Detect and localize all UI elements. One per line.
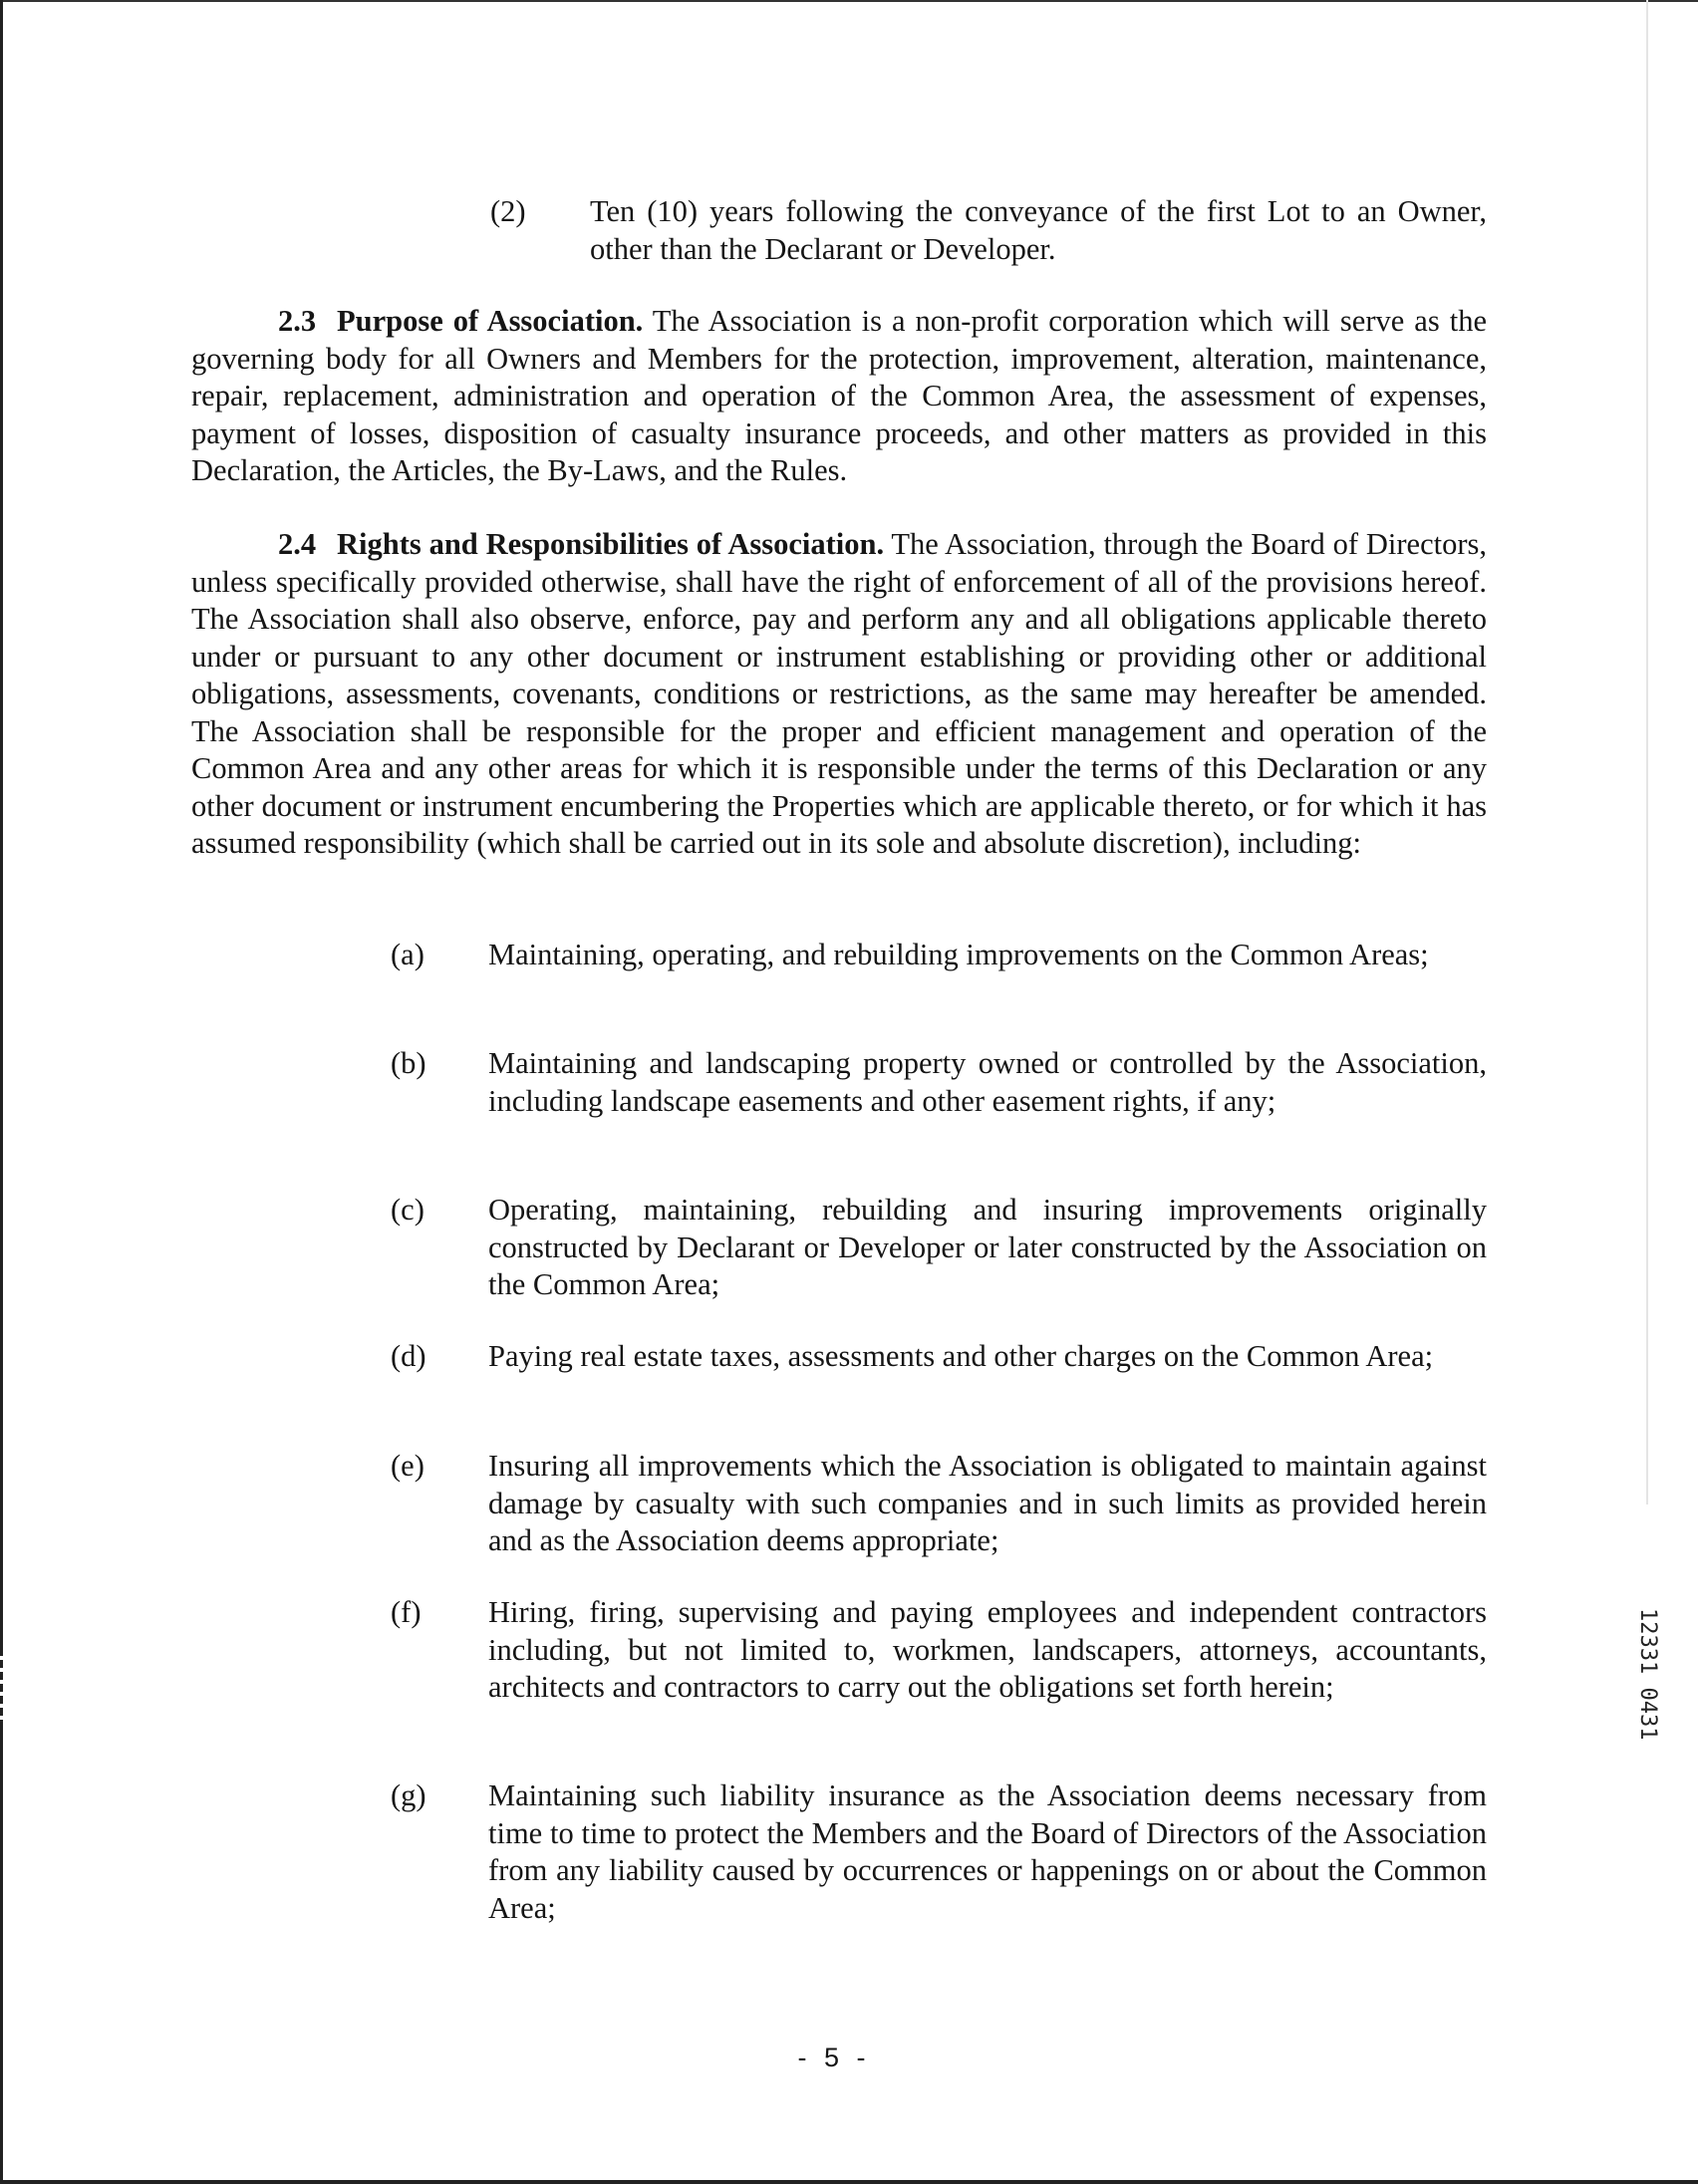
list-item-text: Hiring, firing, supervising and paying employees and independent contractors including, but not limited to, workmen, landscapers, attorneys, accountants, architects and contractors to carry out the obligations set forth herein; xyxy=(488,1595,1487,1704)
section-2-3-heading: Purpose of Association. xyxy=(337,304,644,338)
list-item xyxy=(391,1594,1487,1707)
list-item-label: (g) xyxy=(391,1778,426,1812)
page-number: - 5 - xyxy=(797,2043,871,2072)
list-item-label: (a) xyxy=(391,938,424,971)
list-item-text: Paying real estate taxes, assessments and other charges on the Common Area; xyxy=(488,1339,1434,1373)
list-item xyxy=(391,1448,1487,1560)
list-item xyxy=(391,1777,1487,1927)
list-item xyxy=(391,1045,1487,1120)
section-2-3-body: The Association is a non-profit corporation which will serve as the governing body for all Owners and Members for the protection, improvement, alteration, maintenance, repair, replacement, administration and operation of the Common Area, the assessment of expenses, payment of losses, disposition of casualty insurance proceeds, and other matters as provided in this Declaration, the Articles, the By-Laws, and the Rules. xyxy=(191,304,1488,487)
list-item-label: (e) xyxy=(391,1449,424,1483)
scan-edge-right xyxy=(1646,0,1648,1504)
list-item xyxy=(391,1192,1487,1304)
sub-item-2-label: (2) xyxy=(490,194,526,228)
section-2-4-body: The Association, through the Board of Directors, unless specifically provided otherwise, shall have the right of enforcement of all of the provisions hereof. The Association shall also observe, enforce, pay and perform any and all obligations applicable thereto under or pursuant to any other document or instrument establishing or providing other or additional obligations, assessments, covenants, conditions or restrictions, as the same may hereafter be amended. The Association shall be responsible for the proper and efficient management and operation of the Common Area and any other areas for which it is responsible under the terms of this Declaration or any other document or instrument encumbering the Properties which are applicable thereto, or for which it has assumed responsibility (which shall be carried out in its sole and absolute discretion), including: xyxy=(191,527,1487,860)
list-item-text: Maintaining, operating, and rebuilding improvements on the Common Areas; xyxy=(488,938,1429,971)
recording-stamp-text: 12331 0431 xyxy=(1635,1608,1660,1741)
scan-edge-left xyxy=(0,0,3,2184)
recording-stamp xyxy=(1636,1608,1658,1745)
list-item-label: (d) xyxy=(391,1339,426,1373)
scan-edge-top xyxy=(0,0,1698,2)
list-item-label: (b) xyxy=(391,1046,426,1080)
section-2-4 xyxy=(191,526,1487,863)
scan-edge-bottom xyxy=(0,2180,1698,2184)
list-item-text: Operating, maintaining, rebuilding and insuring improvements originally constructed by Declarant or Developer or later constructed by the Association on the Common Area; xyxy=(488,1193,1487,1301)
list-item-text: Maintaining and landscaping property owned or controlled by the Association, including landscape easements and other easement rights, if any; xyxy=(488,1046,1487,1118)
section-2-3-number: 2.3 xyxy=(278,304,317,338)
section-2-3 xyxy=(191,303,1487,490)
list-item-text: Maintaining such liability insurance as the Association deems necessary from time to time to protect the Members and the Board of Directors of the Association from any liability caused by occurrences or happenings on or about the Common Area; xyxy=(488,1778,1487,1925)
list-item-label: (f) xyxy=(391,1595,422,1629)
list-item xyxy=(391,937,1487,974)
section-2-4-heading: Rights and Responsibilities of Association. xyxy=(337,527,885,561)
list-item xyxy=(391,1338,1487,1376)
sub-item-2 xyxy=(490,193,1487,268)
sub-item-2-text: Ten (10) years following the conveyance of the first Lot to an Owner, other than the Declarant or Developer. xyxy=(590,194,1487,266)
scan-edge-dashes xyxy=(0,1656,3,1728)
section-2-4-number: 2.4 xyxy=(278,527,317,561)
list-item-label: (c) xyxy=(391,1193,424,1227)
list-item-text: Insuring all improvements which the Association is obligated to maintain against damage by casualty with such companies and in such limits as provided herein and as the Association deems appropriate; xyxy=(488,1449,1487,1557)
